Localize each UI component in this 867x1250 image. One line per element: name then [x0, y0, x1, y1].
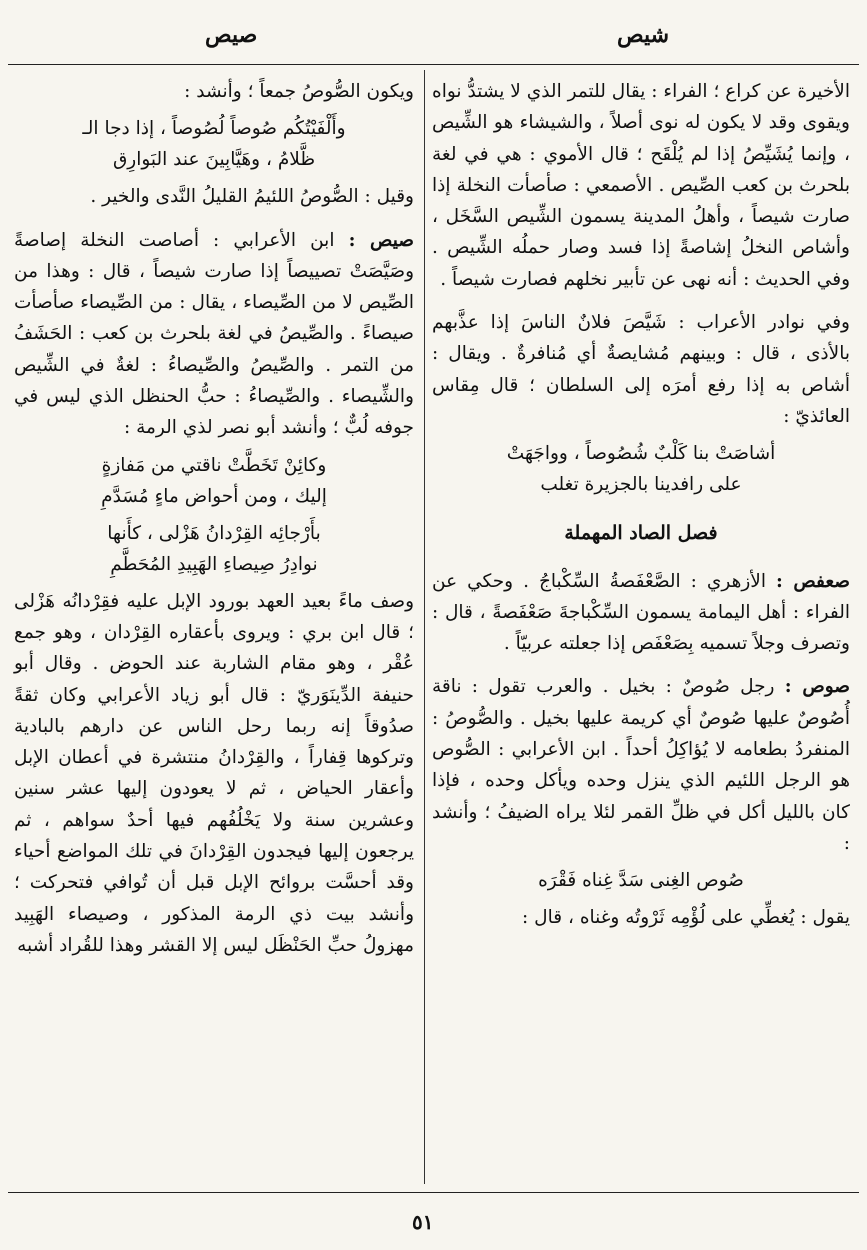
entry-text: رجل صُوصٌ : بخيل . والعرب تقول : ناقة أُصُوصٌ عليها صُوصٌ أي كريمة عليها بخيل . والصُّوصُ : المنفردُ بطعامه لا يُؤاكِلُ أحداً . ابن الأعرابي : الصُّوص هو الرجل اللئيم الذي ينزل وحده ويأكل وحده ، فإذا كان بالليل أكل في ظلِّ القمر لئلا يراه الضيفُ ؛ وأنشد :: [432, 676, 850, 854]
section-title: فصل الصاد المهملة: [564, 522, 718, 545]
entry-text: الأزهري : الصَّعْفَصةُ السِّكْباجُ . وحكي عن الفراء : أهل اليمامة يسمون السِّكْباجةَ صَعْفَصةً ، قال : وتصرف وجلاً تسميه بِصَعْفَص إذا جعلته عربيّاً .: [432, 570, 850, 655]
paragraph: ويكون الصُّوصُ جمعاً ؛ وأنشد :: [184, 81, 414, 102]
entry-text: ابن الأعرابي : أصاصت النخلة إصاصةً وصَيَّصَتْ تصييصاً إذا صارت شيصاً ، قال : وهذا من الصِّيص لا من الصِّيصاء ، يقال : من الصِّيصاء صأصأت صيصاءً . والصِّيصُ في لغة بلحرث بن كعب : الحَشَفُ من التمر . والصِّيصُ والصِّيصاءُ : لغةٌ في الشِّيص والشِّيصاء . والصِّيصاءُ : حبُّ الحنظل الذي ليس في جوفه لُبٌّ ؛ وأنشد أبو نصر لذي الرمة :: [14, 229, 414, 439]
verse: [14, 518, 414, 580]
verse-line: على رافدينا بالجزيرة تغلب: [540, 474, 742, 496]
verse-line: ظَّلامُ ، وهَيَّابِينَ عند البَوارِق: [112, 149, 316, 171]
entry-paragraph: [14, 225, 414, 444]
verse: [432, 438, 850, 500]
left-column: [14, 76, 414, 961]
footer-rule: [8, 1192, 859, 1193]
verse: [14, 113, 414, 175]
entry-paragraph: [432, 671, 850, 859]
header-rule: [8, 64, 859, 65]
verse-line: نوادِرُ صِيصاءِ الهَبِيدِ المُحَطَّمِ: [110, 553, 318, 575]
verse-line: وأَلْفَيْتُكُم صُوصاً لُصُوصاً ، إذا دجا الـ: [82, 118, 346, 140]
entry-headword: صعفص :: [775, 570, 850, 592]
verse-line: بأَرْجائِه القِرْدانُ هَزْلى ، كأَنها: [107, 522, 321, 544]
verse-line: إليك ، ومن أحواض ماءٍ مُسَدَّمِ: [101, 485, 327, 507]
verse: [14, 450, 414, 512]
paragraph: وفي نوادر الأعراب : شَيَّصَ فلانٌ الناسَ إذا عذَّبهم بالأذى ، قال : وبينهم مُشايصةٌ أي مُنافرةٌ . ويقال : أشاص به إذا رفع أمرَه إلى السلطان ؛ قال مِقاس العائذيّ :: [432, 312, 850, 427]
entry-headword: صيص :: [348, 229, 414, 251]
verse-line: أشاصَتْ بنا كَلْبٌ شُصُوصاً ، وواجَهَتْ: [506, 443, 776, 465]
paragraph: وقيل : الصُّوصُ اللئيمُ القليلُ النَّدى والخير .: [90, 186, 414, 208]
column-divider: [424, 70, 425, 1184]
paragraph: يقول : يُغطِّي على لُؤْمِه ثَرْوتُه وغناه ، قال :: [522, 907, 850, 929]
paragraph: الأخيرة عن كراع ؛ الفراء : يقال للتمر الذي لا يشتدُّ نواه ويقوى وقد لا يكون له نوى أصلاً ، والشيشاء هو الشِّيص ، وإنما يُشَيِّصُ إذا لم يُلْقَح ؛ قال الأموي : هي في لغة بلحرث بن كعب الصِّيص . الأصمعي : صأصأت النخلة إذا صارت شيصاً ، وأهلُ المدينة يسمون الشِّيص السَّخَل ، وأشاص النخلُ إشاصةً إذا فسد وصار حملُه الشِّيص . وفي الحديث : أنه نهى عن تأبير نخلهم فصارت شيصاً .: [432, 81, 850, 290]
entry-headword: صوص :: [784, 676, 851, 698]
page-number: ٥١: [412, 1210, 434, 1234]
verse-line: صُوص الغِنى سَدَّ غِناه فَقْرَه: [538, 870, 744, 892]
right-column: [432, 76, 850, 934]
running-head-left: صيص: [205, 22, 258, 48]
running-head-right: شيص: [617, 22, 670, 48]
verse-line: وكائِنْ تَخَطَّتْ ناقتي من مَفازةٍ: [101, 454, 327, 476]
paragraph: وصف ماءً بعيد العهد بورود الإبل عليه فقِرْدانُه هَزْلى ؛ قال ابن بري : ويروى بأعقاره القِرْدان ، وهو جمع عُقْر ، وهو مقام الشاربة عند الحوض . وقال أبو حنيفة الدِّينَوَريّ : قال أبو زياد الأعرابي وكان ثقةً صدُوقاً إنه ربما رحل الناس عن دارهم بالبادية وتركوها قِفاراً ، والقِرْدانُ منتشرة في أعطان الإبل وأعقار الحياض ، ثم لا يعودون إليها عشر سنين وعشرين سنة ولا يَخْلُفُهم فيها أحدٌ سواهم ، ثم يرجعون إليها فيجدون القِرْدانَ في تلك المواضع أحياء وقد أحسَّت بروائح الإبل قبل أن تُوافي فتحركت ؛ وأنشد بيت ذي الرمة المذكور ، وصيصاء الهَبِيد مهزولُ حبِّ الحَنْظَل ليس إلا القشر وهذا للقُراد أشبه: [14, 590, 414, 956]
entry-paragraph: [432, 566, 850, 660]
verse: [432, 865, 850, 896]
